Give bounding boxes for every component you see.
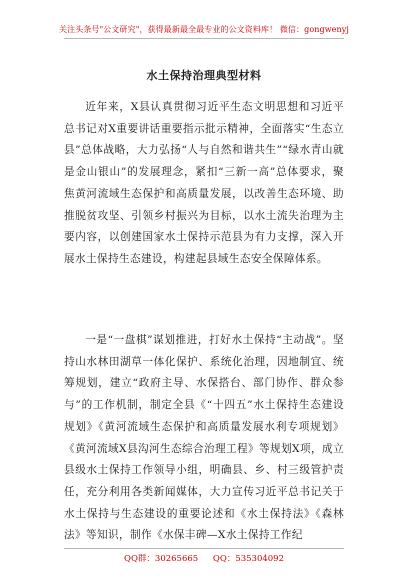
- paragraph-point-one: 一是“一盘棋”谋划推进，打好水土保持“主动战”。坚持山水林田湖草一体化保护、系统化治理，因地制宜、统筹规划，建立“政府主导、水保搭台、部门协作、群众参与”的工作机制，制定全县《“十四五”水土保持生态建设规划》《黄河流域生态保护和高质量发展水利专项规划》《黄河流域X县沟河生态综合治理工程》等规划X项，成立县级水土保持工作领导小组，明确县、乡、村三级管护责任，充分利用各类新闻媒体，大力宣传习近平总书记关于水土保持与生态建设的重要论述和《水土保持法》《森林法》等知识，制作《水保丰碑—X水土保持工作纪: [64, 334, 344, 542]
- document-title: 水土保持治理典型材料: [146, 69, 262, 82]
- header-banner: 关注头条号"公文研究"，获得最新最全最专业的公文资料库！ 微信：gongwenyj: [59, 25, 349, 34]
- footer-divider: [64, 548, 344, 549]
- footer-qq-group: QQ群：30265665: [123, 554, 199, 564]
- footer-contact: [0, 552, 408, 564]
- paragraph-intro: 近年来，X县认真贯彻习近平生态文明思想和习近平总书记对X重要讲话重要指示批示精神，全面落实“生态立县”总体战略，大力弘扬“人与自然和谐共生”“绿水青山就是金山银山”的发展理念，紧扣“三新一高”总体要求，聚焦黄河流域生态保护和高质量发展，以改善生态环境、助推脱贫攻坚、引领乡村振兴为目标，以水土流失治理为主要内容，以创建国家水土保持示范县为有力支撑，深入开展水土保持生态建设，构建起县域生态安全保障体系。: [64, 101, 344, 265]
- header-divider: [64, 38, 344, 39]
- footer-qq: QQ：535304092: [212, 554, 284, 564]
